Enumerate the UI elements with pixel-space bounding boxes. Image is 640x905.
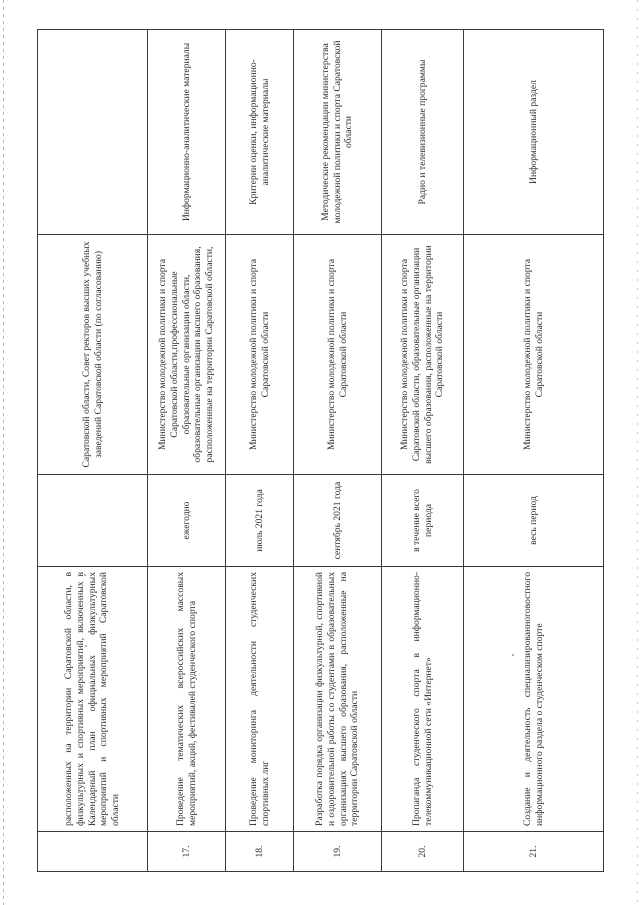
result-cell: Информационно-аналитические материалы [148, 30, 226, 235]
result-cell: Радио и телевизионные программы [382, 30, 464, 235]
scan-edge-left [3, 0, 4, 905]
executor-cell: Министерство молодежной политики и спорта Саратовской области, образовательные организации высшего образования, расположенные на территории Саратовской области [382, 235, 464, 475]
row-number: 19. [294, 832, 382, 872]
term-cell: весь период [464, 475, 604, 567]
row-number [38, 832, 148, 872]
event-cell: Создание и деятельность специализированноговостного информационного раздела о студенческом спорте [464, 567, 604, 832]
event-cell: Разработка порядка организации физкультурной, спортивной и оздоровительной работы со студентами в образовательных организациях высшего образования, расположенные на территории Саратовской области [294, 567, 382, 832]
event-cell: Проведение мониторинга деятельности студенческих спортивных лиг [226, 567, 294, 832]
scan-edge-right [637, 0, 638, 905]
table-row [38, 30, 148, 872]
executor-cell: Министерство молодежной политики и спорта Саратовской области,профессиональные образовательные организации области, образовательные организации высшего образования, расположенные на территории Саратовской области, [148, 235, 226, 475]
executor-cell: Министерство молодежной политики и спорта Саратовской области [464, 235, 604, 475]
table-row [382, 30, 464, 872]
row-number: 18. [226, 832, 294, 872]
table-row [294, 30, 382, 872]
term-cell: ежегодно [148, 475, 226, 567]
term-cell: сентябрь 2021 года [294, 475, 382, 567]
term-cell: июль 2021 года [226, 475, 294, 567]
result-cell [38, 30, 148, 235]
executor-cell: Саратовской области, Совет ректоров высших учебных заведений Саратовской области (по согласованию) [38, 235, 148, 475]
row-number: 20. [382, 832, 464, 872]
result-cell: Информационный раздел [464, 30, 604, 235]
event-cell: расположенных на территории Саратовской области, в физкультурных и спортивных мероприятий, включенных в Календарный план официальных физкультурных мероприятий и спортивных мероприятий Саратовской области [38, 567, 148, 832]
table-row [464, 30, 604, 872]
result-cell: Методические рекомендации министерства молодежной политики и спорта Саратовской области [294, 30, 382, 235]
executor-cell: Министерство молодежной политики и спорта Саратовской области [226, 235, 294, 475]
term-cell [38, 475, 148, 567]
event-cell: Пропаганда студенческого спорта в информационно-телекоммуникационной сети «Интернет» [382, 567, 464, 832]
event-cell: Проведение тематических всероссийских массовых мероприятий, акций, фестивалей студенческого спорта [148, 567, 226, 832]
term-cell: в течение всего периода [382, 475, 464, 567]
table-row [148, 30, 226, 872]
row-number: 21. [464, 832, 604, 872]
executor-cell: Министерство молодежной политики и спорта Саратовской области [294, 235, 382, 475]
rotated-page [37, 30, 603, 872]
row-number: 17. [148, 832, 226, 872]
events-table [37, 29, 604, 872]
table-row [226, 30, 294, 872]
result-cell: Критерии оценки, информационно-аналитические материалы [226, 30, 294, 235]
